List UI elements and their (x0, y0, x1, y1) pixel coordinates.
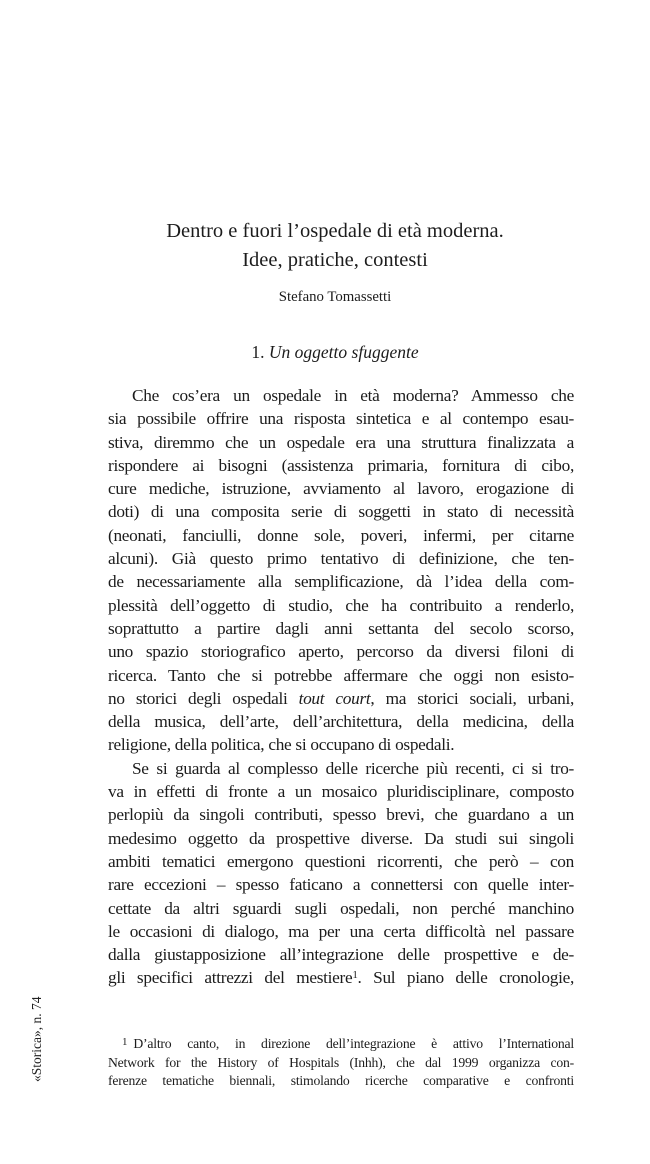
body-line: della musica, dell’arte, dell’architettura, della medicina, della (108, 712, 574, 732)
footnote-line: Network for the History of Hospitals (Inhh), che dal 1999 organizza con- (108, 1054, 574, 1070)
body-line (108, 687, 574, 710)
body-line: dalla giustapposizione all’integrazione delle prospettive e de- (108, 945, 574, 965)
body-line: alcuni). Già questo primo tentativo di definizione, che ten- (108, 549, 574, 569)
article-body (108, 384, 574, 990)
article-title-line-1: Dentro e fuori l’ospedale di età moderna. (166, 220, 504, 242)
body-line: soprattutto a partire dagli anni settanta del secolo scorso, (108, 618, 574, 638)
body-text: no storici degli ospedali (108, 688, 299, 708)
footnote-text: D’altro canto, in direzione dell’integrazione è attivo l’International (133, 1036, 574, 1051)
body-line: rispondere ai bisogni (assistenza primaria, fornitura di cibo, (108, 455, 574, 475)
body-line: va in effetti di fronte a un mosaico pluridisciplinare, composto (108, 782, 574, 802)
footnotes (108, 1033, 574, 1091)
body-text: . Sul piano delle cronologie, (357, 968, 574, 988)
italic-phrase: tout court (298, 688, 371, 708)
footnote-marker: 1 (122, 1036, 128, 1048)
body-line: ricerca. Tanto che si potrebbe affermare che oggi non esisto- (108, 665, 574, 685)
body-line: cure mediche, istruzione, avviamento al lavoro, erogazione di (108, 479, 574, 499)
footnote-line: ferenze tematiche biennali, stimolando ricerche comparative e confronti (108, 1073, 574, 1088)
body-line: medesimo oggetto da prospettive diverse. Da studi sui singoli (108, 828, 574, 848)
section-heading (80, 342, 590, 363)
body-text: gli specifici attrezzi del mestiere (108, 968, 353, 988)
body-line: Se si guarda al complesso delle ricerche più recenti, ci si tro- (132, 758, 574, 778)
journal-running-label: «Storica», n. 74 (29, 996, 44, 1082)
body-line: stiva, diremmo che un ospedale era una struttura finalizzata a (108, 432, 574, 452)
section-number: 1. (251, 342, 265, 362)
footnote-line (108, 1033, 574, 1054)
section-title: Un oggetto sfuggente (268, 342, 419, 362)
body-line: de necessariamente alla semplificazione, dà l’idea della com- (108, 572, 574, 592)
body-line: Che cos’era un ospedale in età moderna? Ammesso che (132, 386, 574, 405)
body-line: le occasioni di dialogo, ma per una certa difficoltà nel passare (108, 921, 574, 941)
body-text: , ma storici sociali, urbani, (370, 688, 575, 708)
body-line: plessità dell’oggetto di studio, che ha contribuito a renderlo, (108, 595, 574, 615)
body-line: doti) di una composita serie di soggetti in stato di necessità (108, 502, 574, 522)
article-author: Stefano Tomassetti (278, 289, 392, 305)
body-line (108, 966, 574, 989)
body-line: ambiti tematici emergono questioni ricorrenti, che però – con (108, 851, 574, 871)
article-title-line-2: Idee, pratiche, contesti (242, 249, 428, 271)
body-line: sia possibile offrire una risposta sintetica e al contempo esau- (108, 409, 574, 429)
body-line: uno spazio storiografico aperto, percorso da diversi filoni di (108, 642, 574, 662)
footnote-reference[interactable]: 1 (352, 969, 358, 982)
body-line: (neonati, fanciulli, donne sole, poveri, infermi, per citarne (108, 525, 574, 545)
body-line: religione, della politica, che si occupano di ospedali. (108, 735, 455, 755)
body-line: cettate da altri sguardi sugli ospedali, non perché manchino (108, 898, 574, 918)
body-line: perlopiù da singoli contributi, spesso brevi, che guardano a un (108, 805, 574, 825)
article-title (80, 217, 590, 275)
body-line: rare eccezioni – spesso faticano a connettersi con quelle inter- (108, 875, 574, 895)
